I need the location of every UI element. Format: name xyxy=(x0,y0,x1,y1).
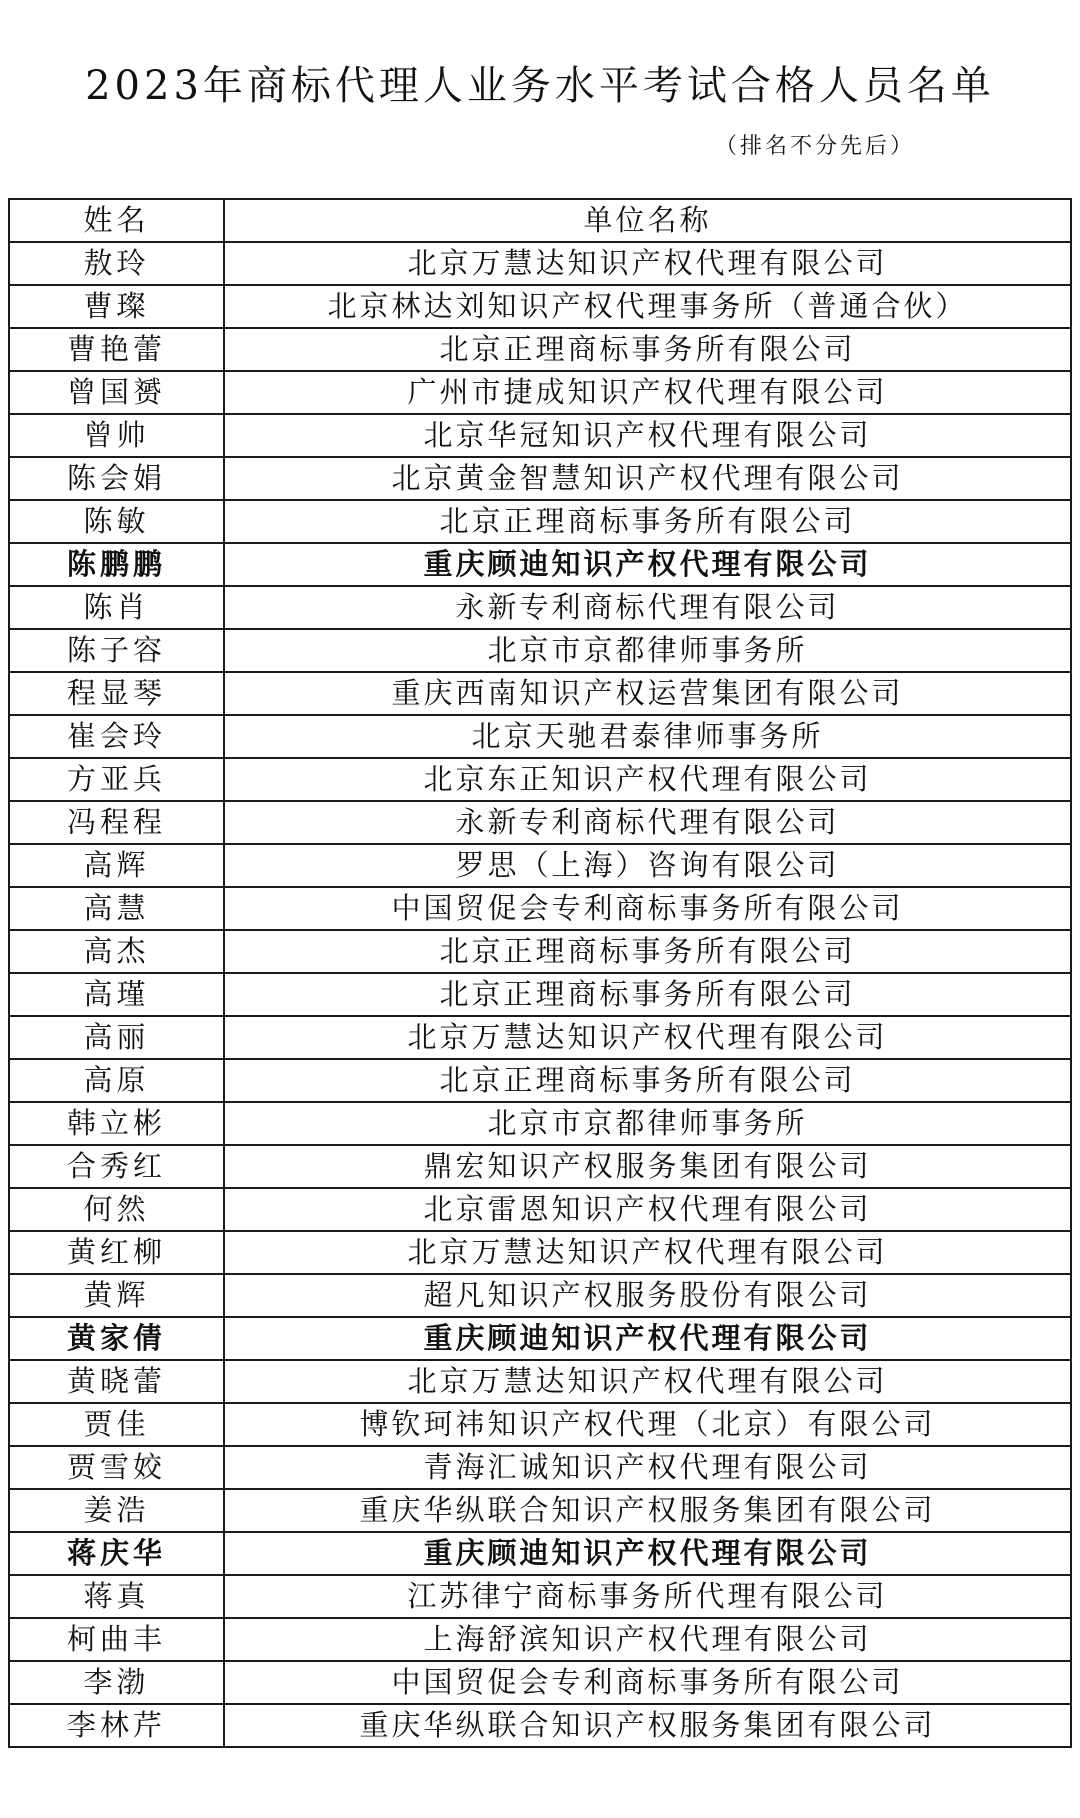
organization-cell: 北京黄金智慧知识产权代理有限公司 xyxy=(224,457,1071,500)
person-name-cell: 高杰 xyxy=(9,930,224,973)
person-name-cell: 高瑾 xyxy=(9,973,224,1016)
person-name-cell: 方亚兵 xyxy=(9,758,224,801)
person-name-cell: 敖玲 xyxy=(9,242,224,285)
organization-cell: 北京林达刘知识产权代理事务所（普通合伙） xyxy=(224,285,1071,328)
person-name-cell: 柯曲丰 xyxy=(9,1618,224,1661)
person-name-cell: 陈会娟 xyxy=(9,457,224,500)
organization-cell: 罗思（上海）咨询有限公司 xyxy=(224,844,1071,887)
person-name-cell: 高慧 xyxy=(9,887,224,930)
person-name-cell: 合秀红 xyxy=(9,1145,224,1188)
column-header-name: 姓名 xyxy=(9,199,224,242)
person-name-cell: 李林芹 xyxy=(9,1704,224,1747)
table-row xyxy=(9,414,1071,457)
table-row xyxy=(9,1102,1071,1145)
person-name-cell: 黄晓蕾 xyxy=(9,1360,224,1403)
person-name-cell: 陈肖 xyxy=(9,586,224,629)
table-row xyxy=(9,1489,1071,1532)
table-row xyxy=(9,285,1071,328)
table-row xyxy=(9,371,1071,414)
organization-cell: 中国贸促会专利商标事务所有限公司 xyxy=(224,1661,1071,1704)
organization-cell: 北京正理商标事务所有限公司 xyxy=(224,1059,1071,1102)
table-row xyxy=(9,1575,1071,1618)
organization-cell: 北京华冠知识产权代理有限公司 xyxy=(224,414,1071,457)
organization-cell: 重庆华纵联合知识产权服务集团有限公司 xyxy=(224,1704,1071,1747)
organization-cell: 超凡知识产权服务股份有限公司 xyxy=(224,1274,1071,1317)
table-row xyxy=(9,1704,1071,1747)
column-header-organization: 单位名称 xyxy=(224,199,1071,242)
person-name-cell: 高原 xyxy=(9,1059,224,1102)
organization-cell: 永新专利商标代理有限公司 xyxy=(224,586,1071,629)
table-row xyxy=(9,543,1071,586)
table-row xyxy=(9,242,1071,285)
page-title: 2023年商标代理人业务水平考试合格人员名单 xyxy=(85,63,995,109)
person-name-cell: 陈子容 xyxy=(9,629,224,672)
organization-cell: 广州市捷成知识产权代理有限公司 xyxy=(224,371,1071,414)
person-name-cell: 程显琴 xyxy=(9,672,224,715)
person-name-cell: 曹璨 xyxy=(9,285,224,328)
organization-cell: 中国贸促会专利商标事务所有限公司 xyxy=(224,887,1071,930)
table-row xyxy=(9,1618,1071,1661)
table-row xyxy=(9,1317,1071,1360)
organization-cell: 博钦珂祎知识产权代理（北京）有限公司 xyxy=(224,1403,1071,1446)
organization-cell: 北京正理商标事务所有限公司 xyxy=(224,328,1071,371)
table-row xyxy=(9,844,1071,887)
person-name-cell: 曾帅 xyxy=(9,414,224,457)
table-row xyxy=(9,1188,1071,1231)
table-row xyxy=(9,758,1071,801)
person-name-cell: 高辉 xyxy=(9,844,224,887)
table-row xyxy=(9,1532,1071,1575)
person-name-cell: 黄红柳 xyxy=(9,1231,224,1274)
qualified-persons-table xyxy=(8,198,1072,1748)
table-row xyxy=(9,500,1071,543)
table-row xyxy=(9,1661,1071,1704)
person-name-cell: 蒋真 xyxy=(9,1575,224,1618)
organization-cell: 北京市京都律师事务所 xyxy=(224,1102,1071,1145)
table-row xyxy=(9,801,1071,844)
organization-cell: 北京天驰君泰律师事务所 xyxy=(224,715,1071,758)
organization-cell: 重庆西南知识产权运营集团有限公司 xyxy=(224,672,1071,715)
organization-cell: 重庆顾迪知识产权代理有限公司 xyxy=(224,1532,1071,1575)
table-body xyxy=(9,242,1071,1747)
table-row xyxy=(9,1360,1071,1403)
table-row xyxy=(9,1274,1071,1317)
person-name-cell: 曾国赟 xyxy=(9,371,224,414)
organization-cell: 北京正理商标事务所有限公司 xyxy=(224,500,1071,543)
table-row xyxy=(9,328,1071,371)
organization-cell: 青海汇诚知识产权代理有限公司 xyxy=(224,1446,1071,1489)
organization-cell: 北京正理商标事务所有限公司 xyxy=(224,973,1071,1016)
table-row xyxy=(9,715,1071,758)
organization-cell: 上海舒滨知识产权代理有限公司 xyxy=(224,1618,1071,1661)
organization-cell: 北京市京都律师事务所 xyxy=(224,629,1071,672)
organization-cell: 北京正理商标事务所有限公司 xyxy=(224,930,1071,973)
table-row xyxy=(9,1145,1071,1188)
ranking-note: （排名不分先后） xyxy=(715,134,916,159)
person-name-cell: 陈敏 xyxy=(9,500,224,543)
person-name-cell: 黄辉 xyxy=(9,1274,224,1317)
table-row xyxy=(9,973,1071,1016)
person-name-cell: 冯程程 xyxy=(9,801,224,844)
organization-cell: 北京万慧达知识产权代理有限公司 xyxy=(224,1016,1071,1059)
person-name-cell: 贾佳 xyxy=(9,1403,224,1446)
table-row xyxy=(9,1446,1071,1489)
person-name-cell: 黄家倩 xyxy=(9,1317,224,1360)
table-row xyxy=(9,887,1071,930)
table-row xyxy=(9,457,1071,500)
person-name-cell: 蒋庆华 xyxy=(9,1532,224,1575)
table-row xyxy=(9,1016,1071,1059)
table-row xyxy=(9,1059,1071,1102)
table-row xyxy=(9,586,1071,629)
table-header-row xyxy=(9,199,1071,242)
person-name-cell: 何然 xyxy=(9,1188,224,1231)
person-name-cell: 贾雪姣 xyxy=(9,1446,224,1489)
organization-cell: 永新专利商标代理有限公司 xyxy=(224,801,1071,844)
person-name-cell: 崔会玲 xyxy=(9,715,224,758)
person-name-cell: 李渤 xyxy=(9,1661,224,1704)
person-name-cell: 韩立彬 xyxy=(9,1102,224,1145)
organization-cell: 北京东正知识产权代理有限公司 xyxy=(224,758,1071,801)
organization-cell: 重庆华纵联合知识产权服务集团有限公司 xyxy=(224,1489,1071,1532)
organization-cell: 北京雷恩知识产权代理有限公司 xyxy=(224,1188,1071,1231)
table-row xyxy=(9,672,1071,715)
person-name-cell: 陈鹏鹏 xyxy=(9,543,224,586)
table-row xyxy=(9,1403,1071,1446)
table-row xyxy=(9,1231,1071,1274)
person-name-cell: 曹艳蕾 xyxy=(9,328,224,371)
table-row xyxy=(9,930,1071,973)
person-name-cell: 高丽 xyxy=(9,1016,224,1059)
organization-cell: 鼎宏知识产权服务集团有限公司 xyxy=(224,1145,1071,1188)
organization-cell: 北京万慧达知识产权代理有限公司 xyxy=(224,1231,1071,1274)
organization-cell: 重庆顾迪知识产权代理有限公司 xyxy=(224,1317,1071,1360)
table-row xyxy=(9,629,1071,672)
organization-cell: 重庆顾迪知识产权代理有限公司 xyxy=(224,543,1071,586)
person-name-cell: 姜浩 xyxy=(9,1489,224,1532)
organization-cell: 江苏律宁商标事务所代理有限公司 xyxy=(224,1575,1071,1618)
organization-cell: 北京万慧达知识产权代理有限公司 xyxy=(224,1360,1071,1403)
organization-cell: 北京万慧达知识产权代理有限公司 xyxy=(224,242,1071,285)
